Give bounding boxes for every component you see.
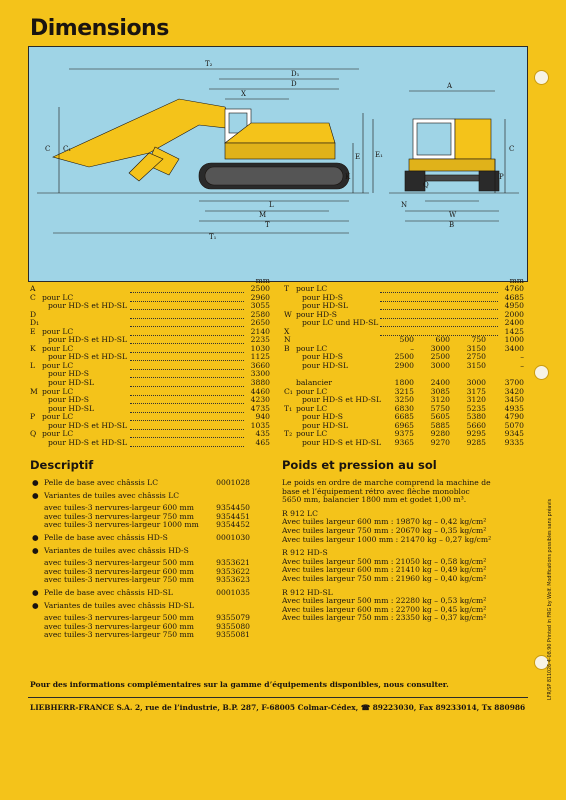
dimensions-table-left	[30, 277, 270, 447]
dimension-value: 3700	[504, 378, 524, 388]
dimension-value: 2235	[250, 335, 270, 345]
article-code: 9354452	[216, 520, 250, 530]
dimension-value: 1030	[250, 343, 270, 353]
poids-line: Avec tuiles largeur 750 mm : 20670 kg – 0,35 kg/cm²	[282, 525, 487, 535]
article-code: 9354450	[216, 503, 250, 513]
dimension-row	[30, 302, 270, 311]
article-code: 9355081	[216, 630, 250, 640]
descriptif-text: avec tuiles-3 nervures-largeur 500 mm	[44, 613, 194, 623]
descriptif-text: Pelle de base avec châssis HD-SL	[44, 587, 173, 597]
leader-dots	[130, 446, 244, 447]
dimension-value: 2400	[430, 378, 450, 388]
descriptif-text: Variantes de tuiles avec châssis LC	[44, 490, 180, 500]
dim-label: C	[45, 145, 51, 153]
dimension-row	[284, 319, 524, 328]
dimensions-table-right	[284, 277, 524, 447]
dimension-value: 2500	[394, 352, 414, 362]
dimension-label: pour HD-SL	[48, 378, 95, 388]
dimension-value: 3420	[504, 386, 524, 396]
descriptif-text: avec tuiles-3 nervures-largeur 750 mm	[44, 575, 194, 585]
poids-line: Avec tuiles largeur 600 mm : 22700 kg – 0,45 kg/cm²	[282, 604, 487, 614]
dimension-value: 3120	[466, 395, 486, 405]
dimension-key: P	[30, 412, 36, 422]
dimension-key: W	[284, 309, 292, 319]
dimension-label: pour HD-S	[48, 395, 89, 405]
dimension-key: C	[30, 292, 36, 302]
dimension-label: pour LC und HD-SL	[302, 318, 379, 328]
poids-line: R 912 LC	[282, 508, 318, 518]
dimension-value: 9365	[394, 437, 414, 447]
bullet-icon: ●	[32, 490, 39, 500]
poids-line: Avec tuiles largeur 750 mm : 21960 kg – 0,40 kg/cm²	[282, 573, 487, 583]
dimension-value: 4460	[250, 386, 270, 396]
page-title: Dimensions	[30, 16, 169, 41]
poids-heading: Poids et pression au sol	[282, 458, 437, 472]
poids-line: R 912 HD-S	[282, 548, 328, 558]
poids-line: Avec tuiles largeur 1000 mm : 21470 kg – 0,27 kg/cm²	[282, 534, 492, 544]
dimension-value: 500	[399, 335, 414, 345]
dimension-label: pour HD-SL	[48, 403, 95, 413]
dimension-value: 5070	[504, 420, 524, 430]
dimension-value: 2500	[250, 284, 270, 293]
dimension-key: X	[284, 326, 290, 336]
dimension-value: 2580	[250, 309, 270, 319]
article-code: 9353623	[216, 575, 250, 585]
dim-label: L	[269, 201, 274, 209]
article-code: 9353621	[216, 558, 250, 568]
dimension-value: 6830	[394, 403, 414, 413]
dimension-key: C₁	[284, 386, 293, 396]
dimension-value: 3055	[250, 301, 270, 311]
dim-label: W	[449, 211, 457, 219]
dimension-label: pour HD-S et HD-SL	[48, 301, 128, 311]
descriptif-heading: Descriptif	[30, 458, 94, 472]
dimension-value: –	[410, 343, 414, 353]
descriptif-text: Variantes de tuiles avec châssis HD-SL	[44, 600, 194, 610]
dimension-value: 4685	[504, 292, 524, 302]
poids-line: Avec tuiles largeur 600 mm : 21410 kg – 0,49 kg/cm²	[282, 565, 487, 575]
dimension-value: 435	[255, 429, 270, 439]
dimension-value: 3000	[430, 360, 450, 370]
dimension-value: 4950	[504, 301, 524, 311]
dimension-value: 5885	[430, 420, 450, 430]
dimension-label: pour LC	[296, 429, 328, 439]
descriptif-text: Variantes de tuiles avec châssis HD-S	[44, 545, 189, 555]
dimension-value: 2400	[504, 318, 524, 328]
dimension-value: 600	[435, 335, 450, 345]
descriptif-row	[30, 479, 250, 488]
article-code: 0001028	[216, 478, 250, 487]
dimension-value: 1035	[250, 420, 270, 430]
dimension-key: E	[30, 326, 36, 336]
unit-label: mm	[509, 276, 524, 285]
dimension-value: 6685	[394, 412, 414, 422]
article-code: 9353622	[216, 566, 250, 576]
dimension-value: 2750	[466, 352, 486, 362]
dimension-key: D₁	[30, 318, 40, 328]
dimension-value: 3660	[250, 360, 270, 370]
dimension-value: 1000	[504, 335, 524, 345]
dimension-value: 3085	[430, 386, 450, 396]
binder-hole	[534, 365, 549, 380]
descriptif-text: avec tuiles-3 nervures-largeur 600 mm	[44, 566, 194, 576]
descriptif-text: avec tuiles-3 nervures-largeur 500 mm	[44, 558, 194, 568]
dim-label: C	[509, 145, 515, 153]
dimension-value: 5235	[466, 403, 486, 413]
dimension-label: pour HD-SL	[302, 360, 349, 370]
poids-line: base et l’équipement rétro avec flèche monobloc	[282, 486, 470, 496]
dim-label: X	[241, 90, 246, 98]
dimension-label: pour HD-S et HD-SL	[302, 437, 382, 447]
article-code: 9355079	[216, 613, 250, 623]
dimension-label: pour HD-S et HD-SL	[48, 420, 128, 430]
descriptif-text: avec tuiles-3 nervures-largeur 750 mm	[44, 630, 194, 640]
bullet-icon: ●	[32, 478, 39, 487]
dimension-key: L	[30, 360, 36, 370]
article-code: 0001030	[216, 532, 250, 542]
dimension-label: pour HD-S	[302, 412, 343, 422]
binder-hole	[534, 70, 549, 85]
dimension-value: 940	[255, 412, 270, 422]
article-code: 9355080	[216, 621, 250, 631]
dimension-drawing	[28, 46, 528, 282]
poids-line: Avec tuiles largeur 600 mm : 19870 kg – 0,42 kg/cm²	[282, 517, 487, 527]
dimension-value: 3000	[430, 343, 450, 353]
descriptif-row	[30, 602, 250, 611]
bullet-icon: ●	[32, 600, 39, 610]
dim-label: E	[355, 153, 361, 161]
descriptif-row	[30, 492, 250, 501]
dimension-label: pour LC	[296, 343, 328, 353]
dimension-value: 4790	[504, 412, 524, 422]
poids-line: Avec tuiles largeur 500 mm : 21050 kg – 0,58 kg/cm²	[282, 556, 487, 566]
dimension-label: pour HD-S	[302, 352, 343, 362]
dimension-key: T₁	[284, 403, 293, 413]
dimension-label: pour HD-S et HD-SL	[48, 335, 128, 345]
dimension-value: 6965	[394, 420, 414, 430]
dim-label: T₁	[209, 233, 217, 241]
dim-label: M	[259, 211, 267, 219]
dim-label: C₁	[63, 145, 72, 153]
dimension-value: 4760	[504, 284, 524, 293]
dimension-key: B	[284, 343, 290, 353]
descriptif-text: avec tuiles-3 nervures-largeur 600 mm	[44, 503, 194, 513]
dimension-value: 4230	[250, 395, 270, 405]
dimension-value: 9285	[466, 437, 486, 447]
dim-label: N	[401, 201, 408, 209]
divider	[28, 697, 528, 698]
dim-label: Q	[423, 181, 429, 189]
dimension-value: 3215	[394, 386, 414, 396]
dimension-key: K	[30, 343, 36, 353]
dimension-value: –	[520, 360, 524, 370]
dim-label: T₂	[205, 60, 213, 68]
dimension-row	[284, 439, 524, 448]
binder-hole	[534, 655, 549, 670]
footer-note: Pour des informations complémentaires sur la gamme d’équipements disponibles, nous consulter.	[30, 680, 449, 689]
dimension-value: 3120	[430, 395, 450, 405]
dimension-value: 9295	[466, 429, 486, 439]
dimension-key: N	[284, 335, 291, 345]
dimension-value: 5750	[430, 403, 450, 413]
dimension-value: 9335	[504, 437, 524, 447]
dim-label: D₁	[291, 70, 300, 78]
poids-line: R 912 HD-SL	[282, 587, 333, 597]
dimension-value: 9270	[430, 437, 450, 447]
dimension-value: 1125	[250, 352, 270, 362]
dimension-value: 3300	[250, 369, 270, 379]
dimension-value: 2900	[394, 360, 414, 370]
dimension-value: 465	[255, 437, 270, 447]
dimension-value: 9345	[504, 429, 524, 439]
dimension-label: pour LC	[296, 386, 328, 396]
dimension-value: 3175	[466, 386, 486, 396]
poids-block	[282, 479, 522, 623]
dim-label: T	[265, 221, 270, 229]
dimension-label: pour HD-S et HD-SL	[48, 437, 128, 447]
dimension-label: pour LC	[42, 292, 74, 302]
dimension-label: pour HD-SL	[302, 301, 349, 311]
side-print-note: LFR/SP 811026-4-08.90 Printed in FRG by Wolf. Modifications possibles sans préavis	[548, 498, 553, 700]
dim-label: B	[449, 221, 455, 229]
bullet-icon: ●	[32, 545, 39, 555]
poids-line: Le poids en ordre de marche comprend la machine de	[282, 478, 491, 487]
dimension-value: 3000	[466, 378, 486, 388]
article-code: 0001035	[216, 587, 250, 597]
company-address: LIEBHERR-FRANCE S.A. 2, rue de l’industrie, B.P. 287, F-68005 Colmar-Cédex, ☎ 89223030, Fax 89233014, Tx 880986	[30, 703, 526, 712]
dimension-value: 4735	[250, 403, 270, 413]
dim-label: K	[345, 173, 351, 181]
dimension-key: A	[30, 284, 36, 293]
descriptif-text: avec tuiles-3 nervures-largeur 600 mm	[44, 621, 194, 631]
descriptif-text: Pelle de base avec châssis LC	[44, 478, 159, 487]
descriptif-text: avec tuiles-3 nervures-largeur 750 mm	[44, 511, 194, 521]
descriptif-list	[30, 479, 250, 640]
descriptif-row	[30, 589, 250, 598]
dimension-value: 1425	[504, 326, 524, 336]
dimension-value: 2650	[250, 318, 270, 328]
dimension-label: pour LC	[42, 360, 74, 370]
dimension-value: 3400	[504, 343, 524, 353]
dimension-label: pour HD-S et HD-SL	[302, 395, 382, 405]
dimension-value: 5660	[466, 420, 486, 430]
dimension-value: 9375	[394, 429, 414, 439]
dimension-key: D	[30, 309, 37, 319]
dimension-value: 3880	[250, 378, 270, 388]
descriptif-row	[30, 631, 250, 640]
dim-label: A	[447, 82, 453, 90]
bullet-icon: ●	[32, 532, 39, 542]
dimension-label: pour LC	[42, 386, 74, 396]
bullet-icon: ●	[32, 587, 39, 597]
dim-label: D	[291, 80, 297, 88]
dimension-value: 2500	[430, 352, 450, 362]
dimension-label: pour LC	[42, 326, 74, 336]
dimension-label: pour HD-S	[302, 292, 343, 302]
dimension-label: pour LC	[42, 343, 74, 353]
descriptif-row	[30, 547, 250, 556]
dimension-row	[30, 311, 270, 320]
dimension-label: pour LC	[296, 403, 328, 413]
dimension-key: T	[284, 284, 290, 293]
dim-label: P	[499, 173, 504, 181]
dimension-row	[30, 439, 270, 448]
unit-label: mm	[255, 276, 270, 285]
dimension-label: pour HD-S	[296, 309, 337, 319]
dimension-label: pour HD-SL	[302, 420, 349, 430]
dimension-key: M	[30, 386, 38, 396]
descriptif-row	[30, 576, 250, 585]
descriptif-text: Pelle de base avec châssis HD-S	[44, 532, 168, 542]
article-code: 9354451	[216, 511, 250, 521]
dimension-label: pour HD-S et HD-SL	[48, 352, 128, 362]
descriptif-row	[30, 534, 250, 543]
dimension-value: 9280	[430, 429, 450, 439]
dimension-value: –	[520, 352, 524, 362]
dimension-value: 2960	[250, 292, 270, 302]
excavator-diagram	[29, 47, 527, 281]
poids-line: Avec tuiles largeur 750 mm : 23350 kg – 0,37 kg/cm²	[282, 613, 487, 623]
dimension-value: 3250	[394, 395, 414, 405]
dimension-value: 5605	[430, 412, 450, 422]
descriptif-text: avec tuiles-3 nervures-largeur 1000 mm	[44, 520, 199, 530]
dimension-key: T₂	[284, 429, 293, 439]
dimension-value: 1800	[394, 378, 414, 388]
dimension-value: 2140	[250, 326, 270, 336]
poids-line: 5650 mm, balancier 1800 mm et godet 1,00 m³.	[282, 495, 467, 505]
dimension-value: 3450	[504, 395, 524, 405]
dimension-value: 5380	[466, 412, 486, 422]
dimension-value: 3150	[466, 360, 486, 370]
dim-label: E₁	[375, 151, 383, 159]
dimension-value: 750	[471, 335, 486, 345]
dimension-label: pour LC	[42, 429, 74, 439]
dimension-label: pour LC	[296, 284, 328, 293]
descriptif-row	[30, 521, 250, 530]
dimension-label: balancier	[296, 378, 333, 388]
dimension-row	[284, 362, 524, 371]
poids-line: Avec tuiles largeur 500 mm : 22280 kg – 0,53 kg/cm²	[282, 596, 487, 606]
dimension-value: 3150	[466, 343, 486, 353]
dimension-key: Q	[30, 429, 37, 439]
dimension-label: pour HD-S	[48, 369, 89, 379]
dimension-value: 2000	[504, 309, 524, 319]
dimension-label: pour LC	[42, 412, 74, 422]
dimension-value: 4935	[504, 403, 524, 413]
